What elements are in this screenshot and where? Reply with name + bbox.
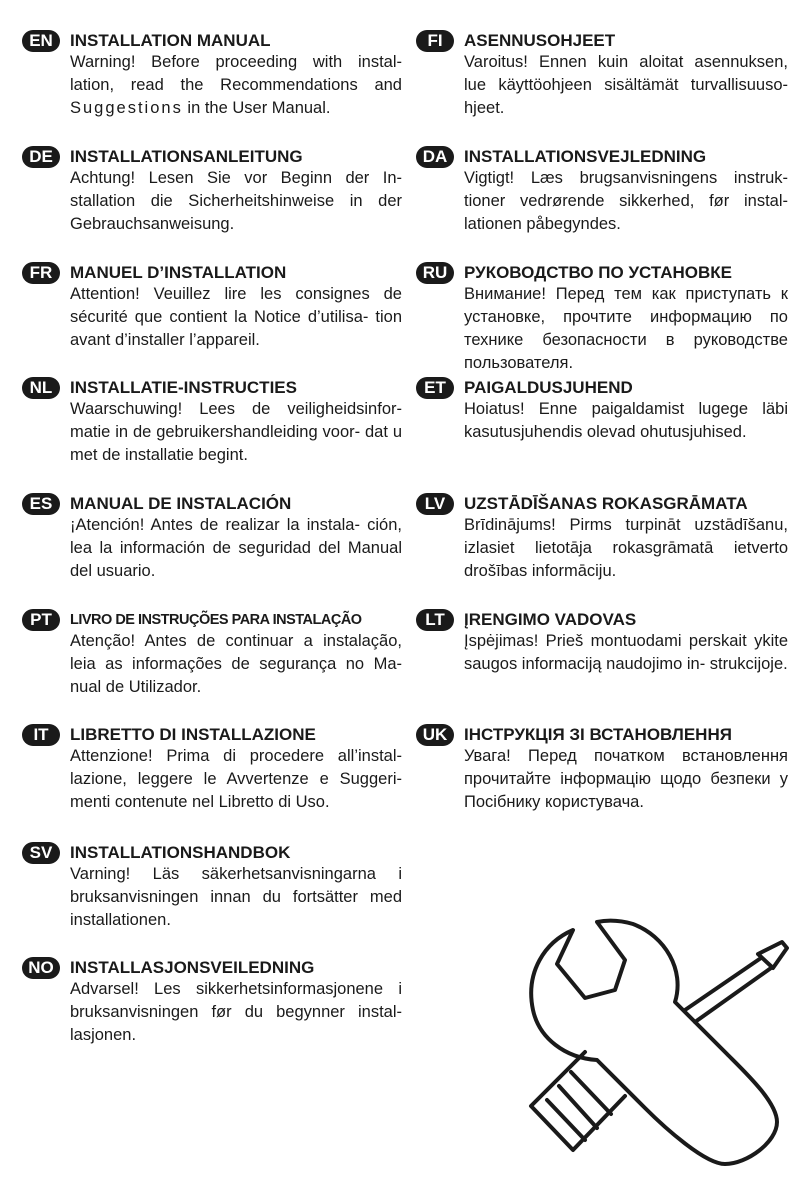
section-text-lv: Brīdinājums! Pirms turpināt uzstādīšanu, izlasiet lietotāja rokasgrāmatā ietverto drošības informāciju. bbox=[464, 516, 788, 580]
section-title-en: INSTALLATION MANUAL bbox=[70, 31, 271, 50]
section-title-no: INSTALLASJONSVEILEDNING bbox=[70, 958, 315, 977]
section-text-et: Hoiatus! Enne paigaldamist lugege läbi kasutusjuhendis olevad ohutusjuhised. bbox=[464, 400, 788, 441]
section-title-lt: ĮRENGIMO VADOVAS bbox=[464, 610, 637, 629]
language-badge-de: DE bbox=[22, 146, 60, 168]
section-text-en-c: in the User Manual. bbox=[182, 99, 331, 117]
section-text-no: Advarsel! Les sikkerhetsinformasjonene i bruksanvisningen før du begynner instal- lasjonen. bbox=[70, 980, 402, 1044]
section-title-ru: РУКОВОДСТВО ПО УСТАНОВКЕ bbox=[464, 263, 732, 282]
language-badge-et: ET bbox=[416, 377, 454, 399]
section-text-en bbox=[70, 51, 402, 120]
section-text-fi: Varoitus! Ennen kuin aloitat asennuksen, lue käyttöohjeen sisältämät turvallisuuso- hjeet. bbox=[464, 53, 788, 117]
language-badge-fr: FR bbox=[22, 262, 60, 284]
section-text-es: ¡Atención! Antes de realizar la instala- ción, lea la información de seguridad del Manual del usuario. bbox=[70, 516, 402, 580]
language-badge-en: EN bbox=[22, 30, 60, 52]
section-text-sv: Varning! Läs säkerhetsanvisningarna i bruksanvisningen innan du fortsätter med installationen. bbox=[70, 865, 402, 929]
section-title-lv: UZSTĀDĪŠANAS ROKASGRĀMATA bbox=[464, 494, 748, 513]
section-text-nl: Waarschuwing! Lees de veiligheidsinfor- matie in de gebruikershandleiding voor- dat u met de installatie begint. bbox=[70, 400, 402, 464]
section-title-it: LIBRETTO DI INSTALLAZIONE bbox=[70, 725, 316, 744]
section-text-da: Vigtigt! Læs brugsanvisningens instruk- tioner vedrørende sikkerhed, før instal- lationen påbegyndes. bbox=[464, 169, 788, 233]
section-title-es: MANUAL DE INSTALACIÓN bbox=[70, 494, 292, 513]
section-text-fr: Attention! Veuillez lire les consignes de sécurité que contient la Notice d’utilisa- tion avant d’installer l’appareil. bbox=[70, 285, 402, 349]
section-title-pt: LIVRO DE INSTRUÇÕES PARA INSTALAÇÃO bbox=[70, 612, 362, 628]
section-text-ru: Внимание! Перед тем как приступать к установке, прочтите информацию по технике безопасности в руководстве пользователя. bbox=[464, 285, 788, 372]
section-title-sv: INSTALLATIONSHANDBOK bbox=[70, 843, 291, 862]
language-badge-nl: NL bbox=[22, 377, 60, 399]
language-badge-uk: UK bbox=[416, 724, 454, 746]
language-badge-lv: LV bbox=[416, 493, 454, 515]
section-title-uk: ІНСТРУКЦІЯ ЗІ ВСТАНОВЛЕННЯ bbox=[464, 725, 732, 744]
section-text-lt: Įspėjimas! Prieš montuodami perskait ykite saugos informaciją naudojimo in- strukcijoje. bbox=[464, 632, 788, 673]
section-text-de: Achtung! Lesen Sie vor Beginn der In- stallation die Sicherheitshinweise in der Gebrauchsanweisung. bbox=[70, 169, 402, 233]
section-text-it: Attenzione! Prima di procedere all’instal- lazione, leggere le Avvertenze e Suggeri- menti contenute nel Libretto di Uso. bbox=[70, 747, 402, 811]
section-text-en-a: Warning! Before proceeding with instal- lation, read the Recommendations and bbox=[70, 53, 402, 94]
section-text-pt: Atenção! Antes de continuar a instalação, leia as informações de segurança no Ma- nual de Utilizador. bbox=[70, 632, 402, 696]
section-text-uk: Увага! Перед початком встановлення прочитайте інформацію щодо безпеки у Посібнику користувача. bbox=[464, 747, 788, 811]
section-title-et: PAIGALDUSJUHEND bbox=[464, 378, 633, 397]
wrench-screwdriver-icon bbox=[515, 902, 790, 1172]
language-badge-lt: LT bbox=[416, 609, 454, 631]
section-title-nl: INSTALLATIE-INSTRUCTIES bbox=[70, 378, 297, 397]
language-badge-es: ES bbox=[22, 493, 60, 515]
language-badge-ru: RU bbox=[416, 262, 454, 284]
language-badge-da: DA bbox=[416, 146, 454, 168]
language-badge-it: IT bbox=[22, 724, 60, 746]
section-title-da: INSTALLATIONSVEJLEDNING bbox=[464, 147, 707, 166]
section-title-fr: MANUEL D’INSTALLATION bbox=[70, 263, 287, 282]
section-text-en-b: Suggestions bbox=[70, 99, 183, 117]
language-badge-sv: SV bbox=[22, 842, 60, 864]
language-badge-no: NO bbox=[22, 957, 60, 979]
section-title-de: INSTALLATIONSANLEITUNG bbox=[70, 147, 303, 166]
section-title-fi: ASENNUSOHJEET bbox=[464, 31, 616, 50]
language-badge-pt: PT bbox=[22, 609, 60, 631]
language-badge-fi: FI bbox=[416, 30, 454, 52]
